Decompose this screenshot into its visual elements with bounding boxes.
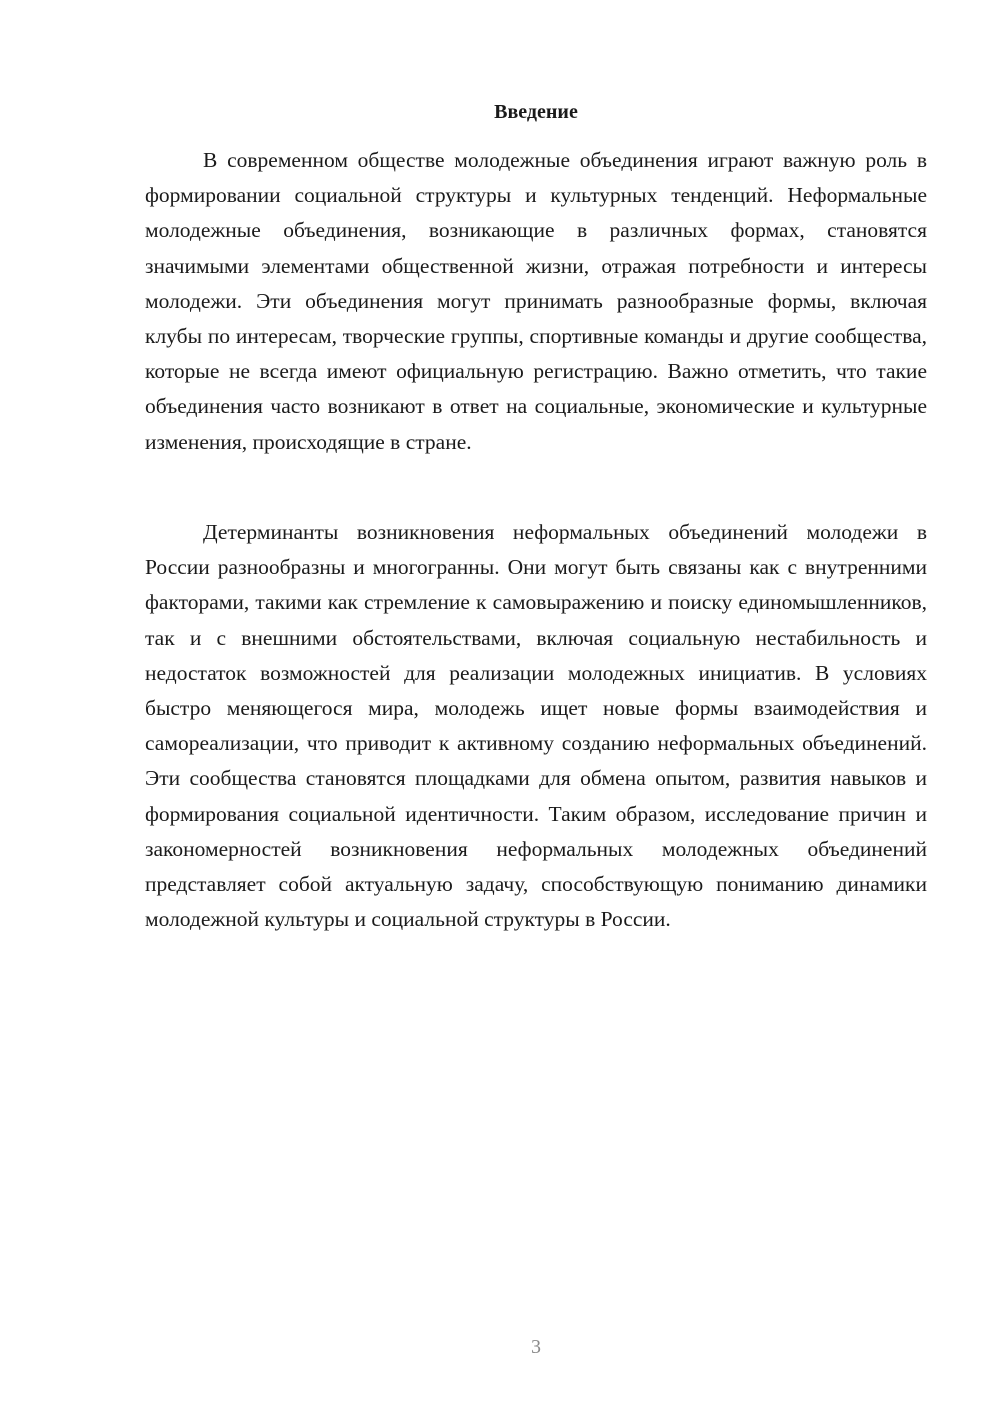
paragraph-2: Детерминанты возникновения неформальных объединений молодежи в России разнообразны и многогранны. Они могут быть связаны как с внутренними факторами, такими как стремление к самовыражению и поиску единомышленников, так и с внешними обстоятельствами, включая социальную нестабильность и недостаток возможностей для реализации молодежных инициатив. В условиях быстро меняющегося мира, молодежь ищет новые формы взаимодействия и самореализации, что приводит к активному созданию неформальных объединений. Эти сообщества становятся площадками для обмена опытом, развития навыков и формирования социальной идентичности. Таким образом, исследование причин и закономерностей возникновения неформальных молодежных объединений представляет собой актуальную задачу, способствующую пониманию динамики молодежной культуры и социальной структуры в России. <box>145 520 927 932</box>
page-number: 3 <box>531 1336 541 1358</box>
section-heading: Введение <box>494 101 578 123</box>
paragraph-1: В современном обществе молодежные объединения играют важную роль в формировании социальной структуры и культурных тенденций. Неформальные молодежные объединения, возникающие в различных формах, становятся значимыми элементами общественной жизни, отражая потребности и интересы молодежи. Эти объединения могут принимать разнообразные формы, включая клубы по интересам, творческие группы, спортивные команды и другие сообщества, которые не всегда имеют официальную регистрацию. Важно отметить, что такие объединения часто возникают в ответ на социальные, экономические и культурные изменения, происходящие в стране. <box>145 148 927 454</box>
